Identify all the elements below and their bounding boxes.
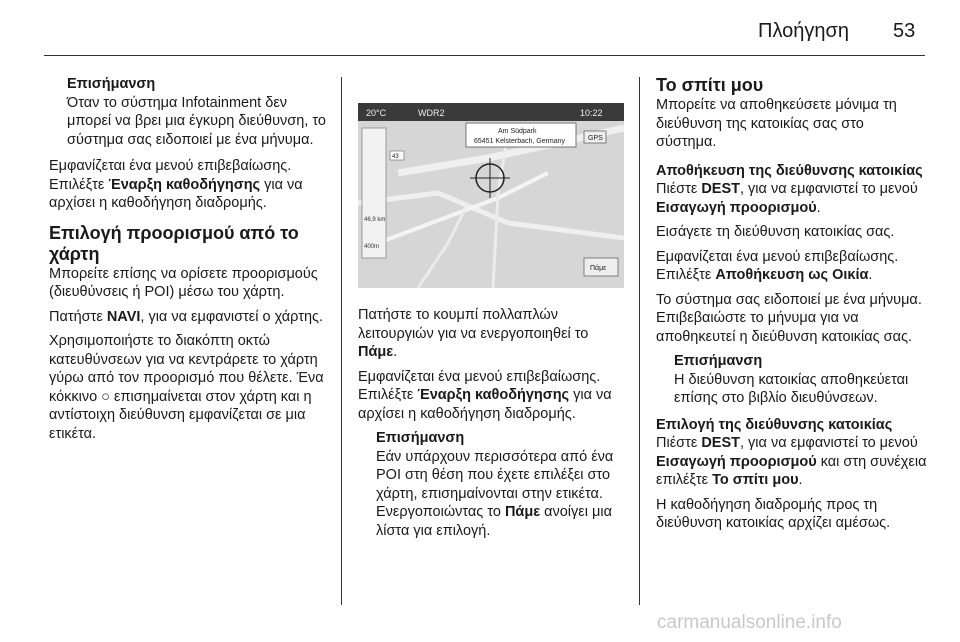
scale-label: 400m bbox=[364, 244, 380, 250]
text: Πιέστε bbox=[656, 435, 702, 451]
text: , για να εμφανιστεί ο χάρτης. bbox=[140, 308, 324, 325]
page-header-title: Πλοήγηση bbox=[758, 20, 849, 42]
paragraph: Εισάγετε τη διεύθυνση κατοικίας σας. bbox=[656, 224, 895, 240]
note-box bbox=[656, 352, 928, 408]
paragraph: Μπορείτε να αποθηκεύσετε μόνιμα τη διεύθυνση της κατοικίας σας στο σύστημα. bbox=[656, 97, 897, 150]
column-divider bbox=[639, 77, 640, 605]
text: για να αρχίσει η καθοδήγηση διαδρομής. bbox=[358, 387, 612, 422]
text: Εμφανίζεται ένα μενού επιβεβαίωσης. Επιλέξτε bbox=[656, 248, 899, 283]
watermark-text: carmanualsonline.info bbox=[657, 612, 842, 633]
paragraph bbox=[656, 180, 928, 217]
paragraph: Το σύστημα σας ειδοποιεί με ένα μήνυμα. Επιβεβαιώστε το μήνυμα για να αποθηκευτεί η διεύθυνση κατοικίας σας. bbox=[656, 291, 922, 345]
column-2 bbox=[358, 306, 624, 548]
text: Εμφανίζεται ένα μενού επιβεβαίωσης. Επιλέξτε bbox=[358, 368, 601, 403]
menu-item-name: Το σπίτι μου bbox=[712, 472, 799, 488]
text: για να αρχίσει η καθοδήγηση διαδρομής. bbox=[49, 176, 303, 211]
note-box bbox=[358, 429, 624, 540]
paragraph bbox=[656, 434, 928, 490]
menu-name: Εισαγωγή προορισμού bbox=[656, 453, 817, 470]
note-title: Επισήμανση bbox=[674, 353, 763, 369]
note-text: Η διεύθυνση κατοικίας αποθηκεύεται επίσης στο βιβλίο διευθύνσεων. bbox=[674, 371, 909, 406]
section-heading: Το σπίτι μου bbox=[656, 75, 764, 95]
header-rule bbox=[44, 55, 925, 56]
paragraph bbox=[49, 157, 329, 213]
route-sign: 43 bbox=[392, 154, 399, 160]
text: Εάν υπάρχουν περισσότερα από ένα POI στη θέση που έχετε επιλέξει στο χάρτη, επισημαίνονται στην ετικέτα. Ενεργοποιώντας το bbox=[376, 448, 614, 520]
text: Πιέστε bbox=[656, 181, 702, 197]
text: Πατήστε bbox=[49, 308, 107, 325]
menu-name: Εισαγωγή προορισμού bbox=[656, 199, 817, 216]
note-text bbox=[376, 448, 624, 541]
note-box bbox=[49, 75, 329, 149]
gps-label: GPS bbox=[588, 135, 603, 142]
distance-label: 46,9 km bbox=[364, 217, 386, 223]
menu-item-name: Πάμε bbox=[358, 344, 394, 360]
text: Εμφανίζεται ένα μενού επιβεβαίωσης. Επιλέξτε bbox=[49, 158, 292, 193]
address-street: Am Südpark bbox=[498, 128, 537, 135]
text: . bbox=[868, 267, 873, 283]
text: . bbox=[798, 472, 803, 488]
button-name: DEST bbox=[701, 435, 740, 451]
subsection-heading: Επιλογή της διεύθυνσης κατοικίας bbox=[656, 416, 893, 433]
text: . bbox=[393, 344, 398, 360]
paragraph bbox=[49, 308, 329, 327]
text: , για να εμφανιστεί το μενού bbox=[740, 181, 918, 197]
note-text: Όταν το σύστημα Infotainment δεν μπορεί να βρει μια έγκυρη διεύθυνση, το σύστημα σας ειδοποιεί με ένα μήνυμα. bbox=[67, 94, 326, 148]
paragraph bbox=[358, 306, 624, 362]
menu-item-name: Αποθήκευση ως Οικία bbox=[715, 267, 869, 283]
go-menu-label: Πάμε bbox=[590, 265, 607, 272]
paragraph: Η καθοδήγηση διαδρομής προς τη διεύθυνση κατοικίας αρχίζει αμέσως. bbox=[656, 496, 891, 531]
text: , για να εμφανιστεί το μενού bbox=[740, 435, 918, 451]
paragraph bbox=[358, 368, 624, 424]
text: Πατήστε το κουμπί πολλαπλών λειτουργιών για να ενεργοποιηθεί το bbox=[358, 307, 589, 342]
column-3 bbox=[656, 75, 928, 539]
page-number: 53 bbox=[893, 20, 916, 42]
column-1 bbox=[49, 75, 329, 449]
note-title: Επισήμανση bbox=[67, 76, 156, 92]
address-city: 65451 Kelsterbach, Germany bbox=[474, 138, 566, 145]
text: . bbox=[816, 199, 821, 216]
text: ανοίγει μια λίστα για επιλογή. bbox=[376, 504, 612, 539]
clock: 10:22 bbox=[580, 108, 603, 118]
paragraph bbox=[656, 248, 928, 285]
note-title: Επισήμανση bbox=[376, 430, 465, 446]
emphasis-text: Έναρξη καθοδήγησης bbox=[417, 387, 570, 403]
button-name: NAVI bbox=[106, 308, 141, 325]
paragraph: Μπορείτε επίσης να ορίσετε προορισμούς (διευθύνσεις ή POI) μέσω του χάρτη. bbox=[49, 265, 318, 300]
paragraph: Χρησιμοποιήστε το διακόπτη οκτώ κατευθύνσεων για να κεντράρετε το χάρτη γύρω από τον προορισμό που θέλετε. Ένα κόκκινο ○ επισημαίνεται στον χάρτη και η αντίστοιχη διεύθυνση εμφανίζεται σε μια ετικέτα. bbox=[49, 333, 324, 442]
section-heading: Επιλογή προορισμού από το χάρτη bbox=[49, 222, 299, 264]
temperature-readout: 20°C bbox=[366, 108, 387, 118]
radio-station: WDR2 bbox=[418, 108, 445, 118]
navigation-map-screenshot bbox=[358, 103, 624, 288]
text: και στη συνέχεια επιλέξτε bbox=[656, 453, 927, 488]
menu-item-name: Πάμε bbox=[504, 504, 541, 520]
subsection-heading: Αποθήκευση της διεύθυνσης κατοικίας bbox=[656, 162, 923, 179]
button-name: DEST bbox=[701, 181, 740, 197]
emphasis-text: Έναρξη καθοδήγησης bbox=[108, 176, 261, 193]
column-divider bbox=[341, 77, 342, 605]
